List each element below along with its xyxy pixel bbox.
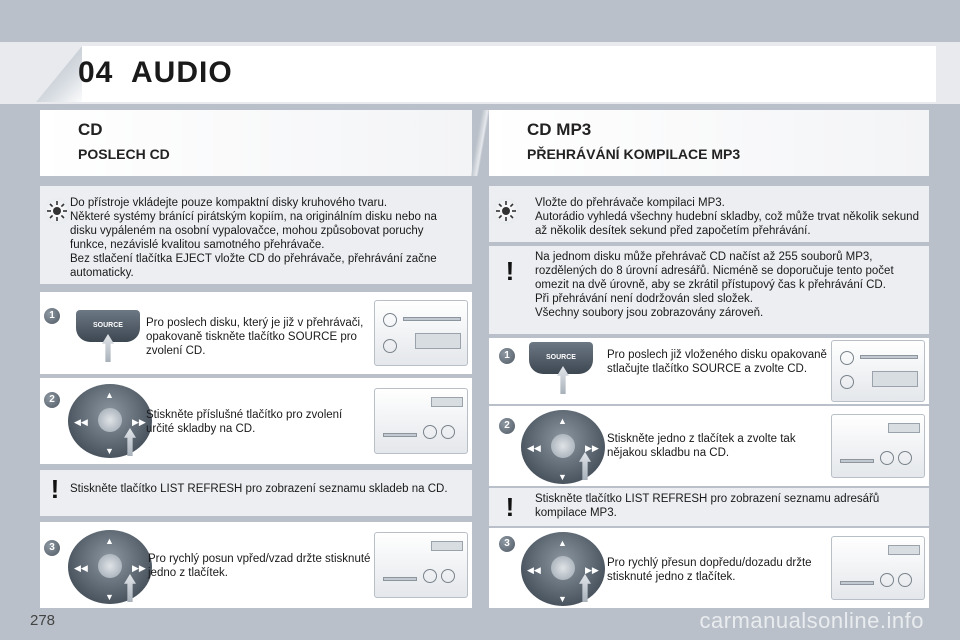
navigation-dpad-icon: ▲ ▼ ◀◀ ▶▶ [521,532,605,606]
left-subtitle: POSLECH CD [78,146,170,162]
left-title: CD [78,120,103,139]
left-warning-box [40,470,472,516]
radio-unit-image [374,532,468,598]
exclamation-icon: ! [50,474,60,504]
chapter-title: AUDIO [131,56,233,89]
step-number-badge: 2 [44,392,60,408]
radio-unit-image [374,300,468,366]
step-number-badge: 3 [44,540,60,556]
radio-unit-image [831,340,925,402]
navigation-dpad-icon: ▲ ▼ ◀◀ ▶▶ [68,384,152,458]
right-step-3-box [489,528,929,608]
step-number-badge: 1 [499,348,515,364]
left-step-1-box [40,292,472,374]
sun-icon [44,198,70,224]
left-section-title [40,110,472,176]
source-button: SOURCE [76,310,140,342]
right-info-text: Vložte do přehrávače kompilaci MP3. Autorádio vyhledá všechny hudební skladby, což může trvat několik sekund až několik desítek sekund před započetím přehrávání. [535,197,919,237]
right-warning-box-2 [489,488,929,526]
left-warning-text: Stiskněte tlačítko LIST REFRESH pro zobrazení seznamu skladeb na CD. [70,483,448,495]
exclamation-icon: ! [505,256,515,286]
right-info-box [489,186,929,242]
right-step-1-text: Pro poslech již vloženého disku opakovaně stlačujte tlačítko SOURCE a zvolte CD. [607,349,827,375]
chapter-number: 04 [78,56,114,89]
right-warning-box-1 [489,246,929,334]
watermark: carmanualsonline.info [699,608,924,633]
right-warning-text-1: Na jednom disku může přehrávač CD načíst až 255 souborů MP3, rozdělených do 8 úrovní adresářů. Nicméně se doporučuje tento počet omezit na dvě úrovně, aby se zkrátil přístupový čas k přehrávání CD. Při přehrávání není dodržován sled složek. Všechny soubory jsou zobrazovány zároveň. [535,251,894,319]
left-info-text: Do přístroje vkládejte pouze kompaktní disky kruhového tvaru. Některé systémy bránící pirátským kopiím, na originálním disku nebo na disku vypáleném na osobní vypalovačce, mohou způsobovat poruchy funkce, nezávislé kvalitou samotného přehrávače. Bez stlačení tlačítka EJECT vložte CD do přehrávače, přehrávání začne automaticky. [70,197,437,279]
left-step-2-box [40,378,472,464]
exclamation-icon: ! [505,492,515,522]
page-number: 278 [30,612,56,629]
right-warning-text-2: Stiskněte tlačítko LIST REFRESH pro zobrazení seznamu adresářů kompilace MP3. [535,493,880,519]
left-step-3-text: Pro rychlý posun vpřed/vzad držte stisknuté jedno z tlačítek. [148,553,371,579]
right-step-2-box [489,406,929,486]
left-step-2-text: Stiskněte příslušné tlačítko pro zvolení určité skladby na CD. [146,409,343,435]
radio-unit-image [831,414,925,478]
step-number-badge: 3 [499,536,515,552]
right-step-2-text: Stiskněte jedno z tlačítek a zvolte tak nějakou skladbu na CD. [607,433,796,459]
sun-icon [493,198,519,224]
radio-unit-image [831,536,925,600]
right-title: CD MP3 [527,120,592,139]
right-subtitle: PŘEHRÁVÁNÍ KOMPILACE MP3 [527,146,741,162]
left-step-1-text: Pro poslech disku, který je již v přehrávači, opakovaně tiskněte tlačítko SOURCE pro zvolení CD. [146,317,364,357]
navigation-dpad-icon: ▲ ▼ ◀◀ ▶▶ [68,530,152,604]
right-step-1-box [489,338,929,404]
left-info-box [40,186,472,284]
step-number-badge: 1 [44,308,60,324]
right-section-title [489,110,929,176]
step-number-badge: 2 [499,418,515,434]
left-step-3-box [40,522,472,608]
right-step-3-text: Pro rychlý přesun dopředu/dozadu držte stisknuté jedno z tlačítek. [607,557,812,583]
radio-unit-image [374,388,468,454]
source-button: SOURCE [529,342,593,374]
navigation-dpad-icon: ▲ ▼ ◀◀ ▶▶ [521,410,605,484]
